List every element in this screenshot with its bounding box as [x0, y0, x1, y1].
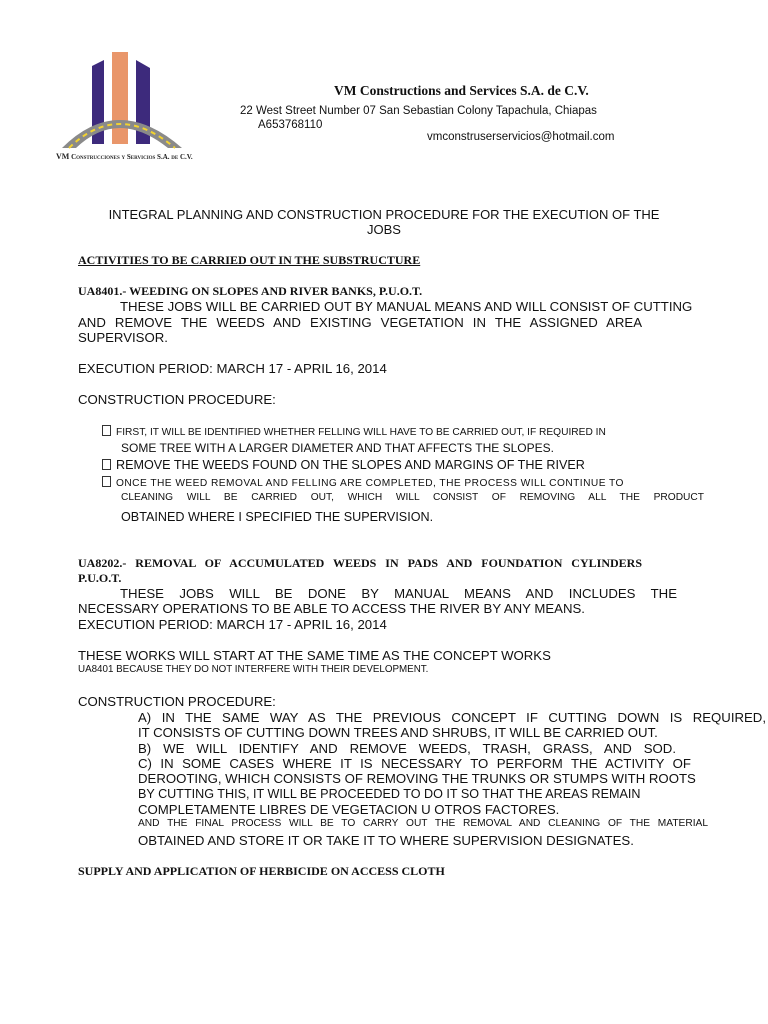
ua8202-paragraph-line1: THESE JOBS WILL BE DONE BY MANUAL MEANS AND INCLUDES THE [120, 586, 677, 601]
ua8401-execution-period: EXECUTION PERIOD: MARCH 17 - APRIL 16, 2014 [78, 361, 387, 376]
ua8401-paragraph-line3: SUPERVISOR. [78, 330, 168, 345]
ua8401-bullet3-line3: OBTAINED WHERE I SPECIFIED THE SUPERVISION. [121, 510, 434, 524]
ua8202-final-line2: OBTAINED AND STORE IT OR TAKE IT TO WHERE SUPERVISION DESIGNATES. [138, 833, 634, 848]
section-heading-substructure: ACTIVITIES TO BE CARRIED OUT IN THE SUBSTRUCTURE [78, 253, 421, 267]
ua8401-bullet3-line2: CLEANING WILL BE CARRIED OUT, WHICH WILL CONSIST OF REMOVING ALL THE PRODUCT [121, 492, 704, 503]
ua8401-bullet-2 [102, 458, 585, 472]
ua8401-bullet1-line1: FIRST, IT WILL BE IDENTIFIED WHETHER FELLING WILL HAVE TO BE CARRIED OUT, IF REQUIRED IN [116, 427, 606, 438]
ua8401-heading: UA8401.- WEEDING ON SLOPES AND RIVER BANKS, P.U.O.T. [78, 284, 423, 298]
ua8202-item-a-line2: IT CONSISTS OF CUTTING DOWN TREES AND SHRUBS, IT WILL BE CARRIED OUT. [138, 725, 658, 740]
ua8202-start-line1: THESE WORKS WILL START AT THE SAME TIME AS THE CONCEPT WORKS [78, 648, 551, 663]
company-logo-graphic [56, 48, 196, 152]
ua8401-bullet-3 [102, 476, 624, 489]
company-id-code: A653768110 [258, 119, 323, 131]
ua8401-procedure-label: CONSTRUCTION PROCEDURE: [78, 392, 276, 407]
ua8202-final-line1: AND THE FINAL PROCESS WILL BE TO CARRY OUT THE REMOVAL AND CLEANING OF THE MATERIAL [138, 818, 708, 829]
document-title [76, 207, 692, 237]
document-title-line1: INTEGRAL PLANNING AND CONSTRUCTION PROCEDURE FOR THE EXECUTION OF THE [108, 207, 660, 222]
ua8202-item-c-line1: C) IN SOME CASES WHERE IT IS NECESSARY TO PERFORM THE ACTIVITY OF [138, 756, 691, 771]
logo-caption-text: Construcciones y Servicios S.A. de C.V. [71, 153, 193, 161]
checkbox-bullet-icon [102, 476, 111, 487]
ua8401-bullet3-line1: ONCE THE WEED REMOVAL AND FELLING ARE COMPLETED, THE PROCESS WILL CONTINUE TO [116, 478, 624, 489]
checkbox-bullet-icon [102, 425, 111, 436]
checkbox-bullet-icon [102, 459, 111, 470]
ua8401-bullet2-text: REMOVE THE WEEDS FOUND ON THE SLOPES AND MARGINS OF THE RIVER [116, 458, 585, 472]
ua8401-paragraph-line1: THESE JOBS WILL BE CARRIED OUT BY MANUAL MEANS AND WILL CONSIST OF CUTTING [120, 299, 693, 314]
ua8202-start-line2: UA8401 BECAUSE THEY DO NOT INTERFERE WITH THEIR DEVELOPMENT. [78, 664, 429, 675]
ua8202-item-c-line3: BY CUTTING THIS, IT WILL BE PROCEEDED TO DO IT SO THAT THE AREAS REMAIN [138, 787, 641, 801]
document-title-line2: JOBS [367, 222, 401, 237]
company-logo [56, 48, 196, 164]
company-name: VM Constructions and Services S.A. de C.V. [334, 83, 589, 98]
ua8202-execution-period: EXECUTION PERIOD: MARCH 17 - APRIL 16, 2014 [78, 617, 387, 632]
ua8202-heading-line1: UA8202.- REMOVAL OF ACCUMULATED WEEDS IN PADS AND FOUNDATION CYLINDERS [78, 556, 642, 570]
ua8401-paragraph-line2: AND REMOVE THE WEEDS AND EXISTING VEGETATION IN THE ASSIGNED AREA [78, 315, 642, 330]
ua8202-item-c-line2: DEROOTING, WHICH CONSISTS OF REMOVING THE TRUNKS OR STUMPS WITH ROOTS [138, 771, 696, 786]
company-address: 22 West Street Number 07 San Sebastian Colony Tapachula, Chiapas [240, 105, 597, 117]
logo-caption-lead: VM [56, 152, 70, 161]
ua8202-paragraph-line2: NECESSARY OPERATIONS TO BE ABLE TO ACCESS THE RIVER BY ANY MEANS. [78, 601, 585, 616]
section-heading-herbicide: SUPPLY AND APPLICATION OF HERBICIDE ON ACCESS CLOTH [78, 864, 445, 878]
ua8202-item-a-line1: A) IN THE SAME WAY AS THE PREVIOUS CONCEPT IF CUTTING DOWN IS REQUIRED, [138, 710, 766, 725]
ua8202-item-c-line4: COMPLETAMENTE LIBRES DE VEGETACION U OTROS FACTORES. [138, 802, 560, 817]
logo-caption [56, 152, 193, 161]
ua8202-heading-line2: P.U.O.T. [78, 571, 122, 585]
ua8202-procedure-label: CONSTRUCTION PROCEDURE: [78, 694, 276, 709]
ua8401-bullet-1 [102, 425, 660, 438]
ua8401-bullet1-line2: SOME TREE WITH A LARGER DIAMETER AND THAT AFFECTS THE SLOPES. [121, 441, 554, 455]
company-email: vmconstruserservicios@hotmail.com [427, 131, 615, 143]
ua8202-item-b-line1: B) WE WILL IDENTIFY AND REMOVE WEEDS, TRASH, GRASS, AND SOD. [138, 741, 676, 756]
